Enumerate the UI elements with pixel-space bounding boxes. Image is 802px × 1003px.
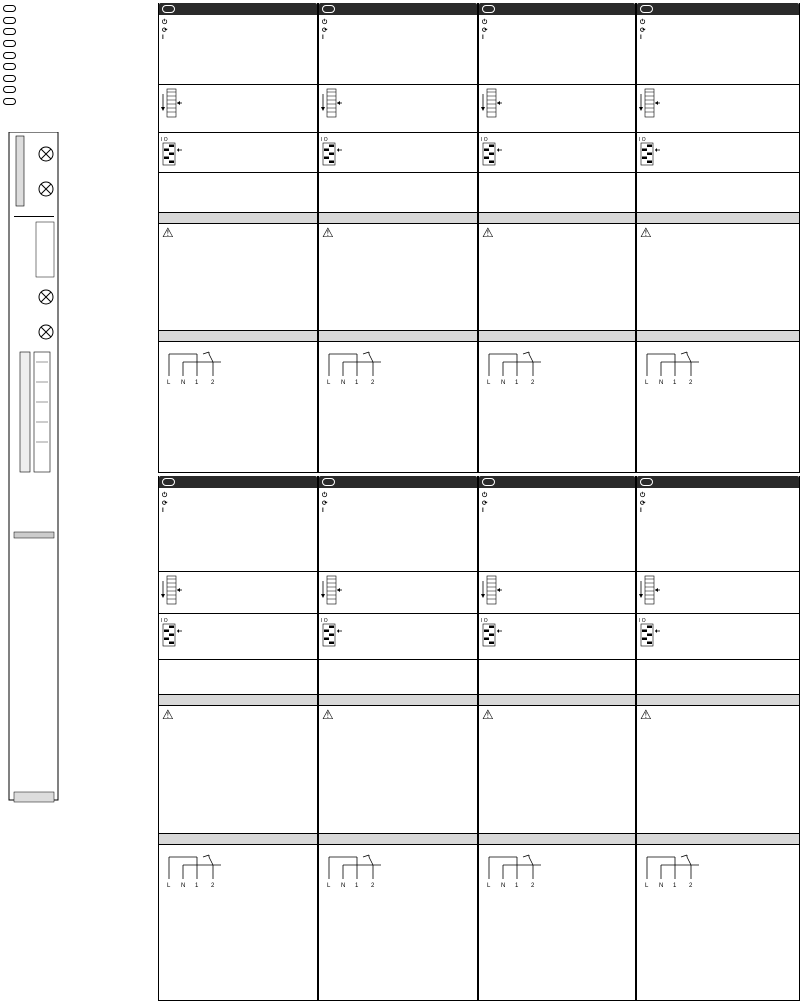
terminal-l: L — [487, 380, 491, 386]
terminal-n: N — [659, 380, 664, 386]
svg-text:I O: I O — [481, 137, 488, 143]
language-column-gb — [318, 3, 478, 473]
wiring-diagram — [641, 348, 701, 388]
installation-section — [479, 224, 635, 330]
slide-switch-section — [637, 15, 799, 85]
mode-off-row — [637, 492, 799, 500]
power-off-icon: ⏻ — [322, 492, 327, 499]
column-header — [159, 476, 317, 488]
connection-heading — [479, 833, 635, 845]
mode-auto-row — [159, 27, 317, 35]
power-on-icon: I — [162, 34, 164, 42]
installation-text — [319, 242, 477, 246]
auto-cycle-icon: ⟳ — [322, 26, 328, 34]
toc-item — [3, 61, 153, 73]
terminal-n: N — [501, 883, 506, 889]
slide-switch-section — [159, 488, 317, 572]
power-reserve-note — [479, 173, 635, 212]
installation-text — [637, 724, 799, 728]
language-badge — [3, 98, 16, 105]
power-on-icon: I — [482, 34, 484, 42]
terminal-l: L — [487, 883, 491, 889]
connection-heading — [159, 330, 317, 342]
tappet-program-illustration — [161, 617, 183, 647]
auto-cycle-icon: ⟳ — [640, 499, 646, 507]
tappet-program-illustration — [639, 617, 661, 647]
program-section — [637, 133, 799, 173]
time-wheel-illustration — [321, 575, 343, 605]
tappet-program-illustration — [321, 136, 343, 166]
terminal-1: 1 — [515, 380, 519, 386]
warning-icon: ⚠ — [322, 707, 334, 722]
wiring-diagram — [641, 851, 701, 891]
terminal-1: 1 — [195, 883, 199, 889]
terminal-1: 1 — [673, 883, 677, 889]
terminal-2: 2 — [211, 883, 215, 889]
terminal-n: N — [181, 380, 186, 386]
installation-heading — [637, 212, 799, 224]
slide-switch-section — [319, 15, 477, 85]
terminal-n: N — [341, 883, 346, 889]
tappet-program-illustration — [481, 617, 503, 647]
warning-icon: ⚠ — [482, 707, 494, 722]
connection-section — [159, 342, 317, 473]
language-column-d — [158, 3, 318, 473]
mode-auto-row — [319, 500, 477, 508]
mode-off — [72, 398, 91, 416]
connection-heading — [319, 833, 477, 845]
language-column-f — [158, 476, 318, 1001]
language-badge — [322, 5, 335, 13]
mode-off-row — [637, 19, 799, 27]
warning-icon: ⚠ — [482, 225, 494, 240]
program-section — [479, 133, 635, 173]
power-off-icon: ⏻ — [162, 19, 167, 26]
auto-cycle-icon: ⟳ — [482, 499, 488, 507]
terminal-2: 2 — [371, 380, 375, 386]
mode-on-row — [479, 34, 635, 42]
mode-on-row — [159, 507, 317, 515]
terminal-l: L — [167, 380, 171, 386]
slide-switch-section — [637, 488, 799, 572]
language-badge — [3, 63, 16, 70]
language-badge — [3, 86, 16, 93]
language-column-e — [478, 3, 636, 473]
auto-cycle-icon: ⟳ — [482, 26, 488, 34]
power-off-icon: ⏻ — [640, 19, 645, 26]
time-wheel-illustration — [639, 88, 661, 118]
set-time-section — [319, 572, 477, 614]
mode-off-row — [159, 19, 317, 27]
connection-heading — [159, 833, 317, 845]
device-illustration — [6, 132, 61, 932]
installation-section — [159, 224, 317, 330]
wiring-diagram — [323, 348, 383, 388]
mode-on-row — [319, 507, 477, 515]
program-section — [159, 614, 317, 660]
terminal-2: 2 — [531, 380, 535, 386]
language-badge — [322, 478, 335, 486]
installation-section — [319, 706, 477, 833]
toc-item — [3, 15, 153, 27]
installation-text — [479, 724, 635, 728]
column-header — [637, 3, 799, 15]
tappet-program-illustration — [481, 136, 503, 166]
toc-item — [3, 84, 153, 96]
wiring-diagram — [323, 851, 383, 891]
installation-heading — [479, 212, 635, 224]
connection-section — [159, 845, 317, 1001]
auto-cycle-icon: ⟳ — [162, 26, 168, 34]
power-off-icon: ⏻ — [640, 492, 645, 499]
connection-section — [319, 845, 477, 1001]
installation-heading — [319, 694, 477, 706]
installation-heading — [479, 694, 635, 706]
language-column-p — [636, 476, 800, 1001]
terminal-n: N — [659, 883, 664, 889]
power-off-icon: ⏻ — [482, 492, 487, 499]
terminal-1: 1 — [673, 380, 677, 386]
installation-text — [637, 242, 799, 246]
slide-switch-section — [159, 15, 317, 85]
connection-heading — [637, 833, 799, 845]
program-section — [637, 614, 799, 660]
power-off-icon: ⏻ — [162, 492, 167, 499]
terminal-2: 2 — [371, 883, 375, 889]
language-column-i — [318, 476, 478, 1001]
toc-item — [3, 96, 153, 108]
connection-section — [637, 342, 799, 473]
toc-item — [3, 73, 153, 85]
connection-heading — [637, 330, 799, 342]
language-badge — [640, 5, 653, 13]
installation-section — [637, 706, 799, 833]
language-badge — [3, 28, 16, 35]
toc-item — [3, 3, 153, 15]
installation-section — [479, 706, 635, 833]
terminal-l: L — [327, 380, 331, 386]
terminal-l: L — [167, 883, 171, 889]
language-badge — [3, 52, 16, 59]
terminal-1: 1 — [195, 380, 199, 386]
warning-icon: ⚠ — [322, 225, 334, 240]
program-section — [319, 133, 477, 173]
warning-icon: ⚠ — [640, 225, 652, 240]
installation-text — [159, 724, 317, 728]
set-time-section — [637, 85, 799, 133]
svg-text:I O: I O — [321, 137, 328, 143]
svg-text:I O: I O — [639, 618, 646, 624]
auto-cycle-icon: ⟳ — [640, 26, 646, 34]
time-wheel-illustration — [639, 575, 661, 605]
terminal-1: 1 — [355, 883, 359, 889]
power-on-icon: I — [322, 507, 324, 515]
power-on-icon: I — [482, 507, 484, 515]
mode-auto-row — [637, 27, 799, 35]
power-reserve-note — [637, 660, 799, 694]
mode-on-row — [479, 507, 635, 515]
svg-text:I O: I O — [321, 618, 328, 624]
svg-text:I O: I O — [639, 137, 646, 143]
installation-section — [159, 706, 317, 833]
mode-on-row — [637, 507, 799, 515]
power-reserve-note — [319, 660, 477, 694]
svg-text:I O: I O — [161, 137, 168, 143]
power-reserve-note — [319, 173, 477, 212]
time-wheel-illustration — [481, 88, 503, 118]
set-time-section — [479, 572, 635, 614]
terminal-1: 1 — [515, 883, 519, 889]
installation-heading — [159, 212, 317, 224]
language-badge — [3, 17, 16, 24]
mode-on-row — [637, 34, 799, 42]
language-badge — [3, 40, 16, 47]
mode-off-row — [479, 19, 635, 27]
warning-icon: ⚠ — [162, 707, 174, 722]
power-reserve-note — [159, 173, 317, 212]
slide-switch-section — [479, 488, 635, 572]
set-time-section — [319, 85, 477, 133]
program-section — [319, 614, 477, 660]
terminal-2: 2 — [689, 883, 693, 889]
toc-item — [3, 49, 153, 61]
installation-section — [319, 224, 477, 330]
program-section — [159, 133, 317, 173]
slide-switch-section — [479, 15, 635, 85]
mode-on — [72, 436, 91, 454]
connection-heading — [479, 330, 635, 342]
installation-heading — [637, 694, 799, 706]
installation-text — [479, 242, 635, 246]
set-time-section — [159, 572, 317, 614]
installation-text — [319, 724, 477, 728]
language-badge — [162, 478, 175, 486]
svg-text:I O: I O — [481, 618, 488, 624]
power-reserve-note — [479, 660, 635, 694]
language-badge — [482, 5, 495, 13]
auto-cycle-icon: ⟳ — [322, 499, 328, 507]
time-wheel-illustration — [481, 575, 503, 605]
terminal-n: N — [501, 380, 506, 386]
connection-section — [479, 845, 635, 1001]
mode-off-row — [479, 492, 635, 500]
mode-on-row — [319, 34, 477, 42]
language-column-nl — [478, 476, 636, 1001]
time-wheel-illustration — [321, 88, 343, 118]
svg-text:I O: I O — [161, 618, 168, 624]
terminal-2: 2 — [211, 380, 215, 386]
language-column-rus — [636, 3, 800, 473]
terminal-n: N — [341, 380, 346, 386]
power-on-icon: I — [322, 34, 324, 42]
time-wheel-illustration — [161, 88, 183, 118]
power-on-icon: I — [640, 34, 642, 42]
mode-on-row — [159, 34, 317, 42]
wiring-diagram — [483, 851, 543, 891]
mode-auto-row — [479, 27, 635, 35]
mode-auto-row — [319, 27, 477, 35]
mode-auto-row — [637, 500, 799, 508]
program-section — [479, 614, 635, 660]
warning-icon: ⚠ — [640, 707, 652, 722]
mode-auto-row — [479, 500, 635, 508]
power-off-icon: ⏻ — [482, 19, 487, 26]
terminal-2: 2 — [689, 380, 693, 386]
terminal-l: L — [645, 380, 649, 386]
terminal-l: L — [645, 883, 649, 889]
set-time-section — [159, 85, 317, 133]
connection-section — [479, 342, 635, 473]
slide-switch-section — [319, 488, 477, 572]
terminal-l: L — [327, 883, 331, 889]
connection-section — [319, 342, 477, 473]
connection-heading — [319, 330, 477, 342]
power-off-icon: ⏻ — [322, 19, 327, 26]
terminal-n: N — [181, 883, 186, 889]
set-time-section — [637, 572, 799, 614]
time-wheel-illustration — [161, 575, 183, 605]
language-badge — [482, 478, 495, 486]
language-badge — [3, 5, 16, 12]
column-header — [479, 3, 635, 15]
tappet-program-illustration — [161, 136, 183, 166]
mode-auto — [72, 417, 91, 435]
mode-off-row — [319, 492, 477, 500]
column-header — [637, 476, 799, 488]
installation-section — [637, 224, 799, 330]
toc-item — [3, 38, 153, 50]
tappet-program-illustration — [321, 617, 343, 647]
auto-cycle-icon: ⟳ — [162, 499, 168, 507]
connection-section — [637, 845, 799, 1001]
mode-off-row — [319, 19, 477, 27]
language-badge — [162, 5, 175, 13]
wiring-diagram — [163, 348, 223, 388]
terminal-2: 2 — [531, 883, 535, 889]
power-reserve-note — [159, 660, 317, 694]
installation-heading — [159, 694, 317, 706]
mode-off-row — [159, 492, 317, 500]
warning-icon: ⚠ — [162, 225, 174, 240]
tappet-program-illustration — [639, 136, 661, 166]
terminal-1: 1 — [355, 380, 359, 386]
power-on-icon: I — [162, 507, 164, 515]
wiring-diagram — [163, 851, 223, 891]
wiring-diagram — [483, 348, 543, 388]
column-header — [159, 3, 317, 15]
set-time-section — [479, 85, 635, 133]
installation-heading — [319, 212, 477, 224]
power-reserve-note — [637, 173, 799, 212]
toc-item — [3, 26, 153, 38]
language-badge — [3, 75, 16, 82]
power-on-icon: I — [640, 507, 642, 515]
column-header — [319, 476, 477, 488]
language-index — [3, 3, 153, 107]
installation-text — [159, 242, 317, 246]
column-header — [479, 476, 635, 488]
column-header — [319, 3, 477, 15]
language-badge — [640, 478, 653, 486]
mode-auto-row — [159, 500, 317, 508]
